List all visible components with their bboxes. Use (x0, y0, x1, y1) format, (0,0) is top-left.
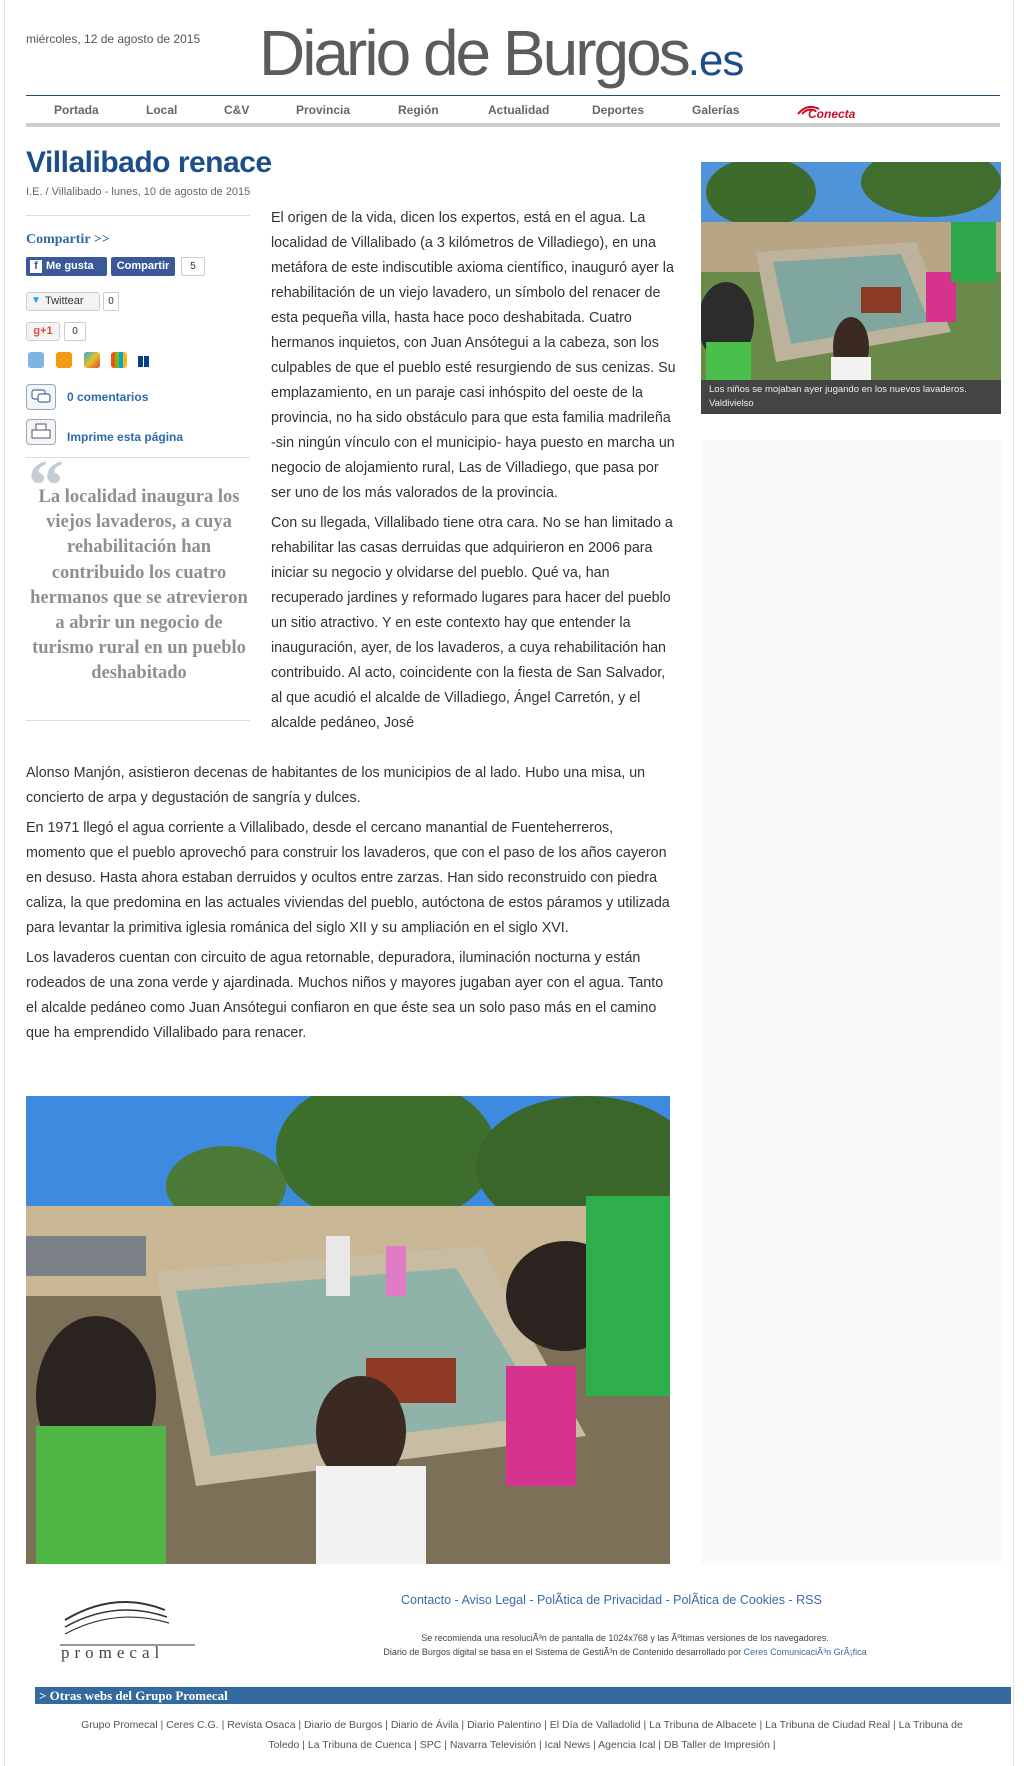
pullquote-bottom-divider (26, 720, 250, 721)
logo-main: Diario de Burgos (259, 17, 688, 89)
nav-item-actualidad[interactable]: Actualidad (488, 103, 550, 117)
twitter-button[interactable] (26, 292, 100, 311)
logo-suffix: .es (687, 36, 744, 85)
header-date: miércoles, 12 de agosto de 2015 (26, 32, 201, 46)
print-link[interactable]: Imprime esta página (67, 430, 184, 444)
group-webs-header: > Otras webs del Grupo Promecal (35, 1687, 1011, 1704)
print-icon[interactable] (26, 419, 56, 445)
article-body-bottom (26, 761, 676, 1051)
article-body-top (271, 206, 676, 741)
nav-bottom-rule (26, 123, 1000, 127)
facebook-count: 5 (181, 257, 205, 276)
footer-note-line2 (335, 1645, 915, 1659)
article-byline: I.E. / Villalibado - lunes, 10 de agosto de 2015 (26, 186, 251, 198)
facebook-share-button[interactable]: Compartir (111, 257, 175, 276)
quote-mark-icon: “ (28, 445, 64, 525)
nav-item-conecta[interactable]: Conecta (808, 107, 856, 121)
footer-note (335, 1631, 915, 1659)
conecta-signal-icon (795, 103, 825, 115)
article-paragraph: Los lavaderos cuentan con circuito de agua retornable, depuradora, iluminación nocturna y están rodeados de una zona verde y ajardinada. Muchos niños y mayores jugaban ayer con el agua. Tanto el alcalde pedáneo como Juan Ansótegui confiaron en que éste sea un solo paso más en el camino que ha emprendido Villalibado para renacer. (26, 950, 664, 1041)
group-links-line2[interactable]: Toledo | La Tribuna de Cuenca | SPC | Navarra Televisión | Ical News | Agencia Ical | DB Taller de Impresión | (268, 1739, 776, 1751)
ceres-link[interactable]: Ceres ComunicaciÃ³n GrÃ¡fica (743, 1647, 867, 1657)
page (4, 0, 1014, 1766)
share-title[interactable]: Compartir >> (26, 232, 110, 247)
photo-caption: Los niños se mojaban ayer jugando en los nuevos lavaderos. Valdivielso (701, 380, 1001, 414)
group-webs-links[interactable] (35, 1715, 1009, 1755)
main-nav (26, 98, 1000, 124)
nav-item-galerias[interactable]: Galerías (692, 103, 740, 117)
footer-note-line1: Se recomienda una resoluciÃ³n de pantalla de 1024x768 y las Ãºltimas versiones de los navegadores. (421, 1633, 829, 1643)
facebook-like-label: Me gusta (46, 260, 94, 272)
pullquote: La localidad inaugura los viejos lavaderos, a cuya rehabilitación han contribuido los cuatro hermanos que se atrevieron a abrir un negocio de turismo rural en un pueblo deshabitado (30, 487, 248, 684)
article-photo-thumb[interactable] (701, 162, 1001, 380)
nav-item-portada[interactable]: Portada (54, 103, 99, 117)
twitter-count: 0 (103, 292, 119, 311)
site-logo[interactable] (259, 18, 743, 96)
delicious-squares-icon[interactable] (138, 356, 149, 367)
promecal-wordmark: promecal (61, 1643, 165, 1662)
comments-icon[interactable] (26, 384, 56, 410)
nav-top-rule (26, 95, 1000, 96)
nav-item-deportes[interactable]: Deportes (592, 103, 645, 117)
nav-item-provincia[interactable]: Provincia (296, 103, 351, 117)
photo-lavadero-small (701, 162, 1001, 380)
gplus-count: 0 (64, 322, 86, 341)
delicious-icon[interactable] (56, 352, 72, 368)
article-paragraph: En 1971 llegó el agua corriente a Villalibado, desde el cercano manantial de Fuenteherreros, momento que el pueblo aprovechó para construir los lavaderos, que con el paso de los años cayeron en desuso. Hasta ahora estaban derruidos y ocultos entre zarzas. Han sido reconstruido con piedra caliza, la que predomina en las actuales viviendas del pueblo, autóctona de estos páramos y utilizada para levantar la primitiva iglesia románica del siglo XII y su ampliación en el siglo XVI. (26, 820, 670, 936)
facebook-like-button[interactable] (26, 257, 107, 276)
comments-link[interactable]: 0 comentarios (67, 390, 149, 404)
article-paragraph: El origen de la vida, dicen los expertos, está en el agua. La localidad de Villalibado (a 3 kilómetros de Villadiego), en una metáfora de este indiscutible axioma científico, inauguró ayer la rehabilitación de un viejo lavadero, un símbolo del renacer de esta pequeña villa, hasta hace poco deshabitada. Cuatro hermanos inquietos, con Juan Ansótegui a la cabeza, son los culpables de que el pueblo esté resurgiendo de sus cenizas. Su emplazamiento, en un paraje casi inhóspito del oeste de la provincia, no ha sido obstáculo para que esta familia madrileña -sin ningún vínculo con el municipio- haya puesto en marcha un negocio de alojamiento rural, Las de Villadiego, que pasa por ser uno de los más valorados de la provincia. (271, 210, 676, 501)
article-photo-main[interactable] (26, 1096, 670, 1564)
footer-links[interactable]: Contacto - Aviso Legal - PolÃtica de Privacidad - PolÃtica de Cookies - RSS (401, 1593, 822, 1607)
nav-item-local[interactable]: Local (146, 103, 178, 117)
nav-item-cv[interactable]: C&V (224, 103, 250, 117)
google-bookmarks-icon[interactable] (84, 352, 100, 368)
twitter-bird-icon: ▼ (31, 295, 41, 306)
meneame-icon[interactable] (28, 352, 44, 368)
nav-item-region[interactable]: Región (398, 103, 439, 117)
share-divider (26, 215, 250, 216)
speech-bubble-icon (27, 385, 55, 409)
printer-icon (27, 420, 55, 444)
article-paragraph: Con su llegada, Villalibado tiene otra cara. No se han limitado a rehabilitar las casas derruidas que adquirieron en 2006 para iniciar su negocio y olvidarse del pueblo. Qué va, han recuperado jardines y reformado lugares para hacer del pueblo un sitio atractivo. Y en este contexto hay que entender la inauguración, ayer, de los lavaderos, a cuya rehabilitación han contribuido. Al acto, coincidente con la fiesta de San Salvador, al que acudió el alcalde de Villadiego, Ángel Carretón, y el alcalde pedáneo, José (271, 515, 673, 731)
right-column (701, 440, 1001, 1564)
article-paragraph: Alonso Manjón, asistieron decenas de habitantes de los municipios de al lado. Hubo una misa, un concierto de arpa y degustación de sangría y dulces. (26, 765, 646, 806)
photo-lavadero-large (26, 1096, 670, 1564)
windows-live-icon[interactable] (111, 352, 127, 368)
group-links-line1[interactable]: Grupo Promecal | Ceres C.G. | Revista Osaca | Diario de Burgos | Diario de Ávila | Diario Palentino | El Día de Valladolid | La Tribuna de Albacete | La Tribuna de Ciudad Real | La Tribuna de (81, 1719, 963, 1731)
facebook-icon: f (30, 260, 42, 273)
article-title: Villalibado renace (26, 146, 272, 179)
footer-note-text: Diario de Burgos digital se basa en el Sistema de GestiÃ³n de Contenido desarrollado por (383, 1647, 742, 1657)
gplus-button[interactable]: g+1 (26, 322, 60, 341)
twitter-label: Twittear (45, 295, 84, 307)
